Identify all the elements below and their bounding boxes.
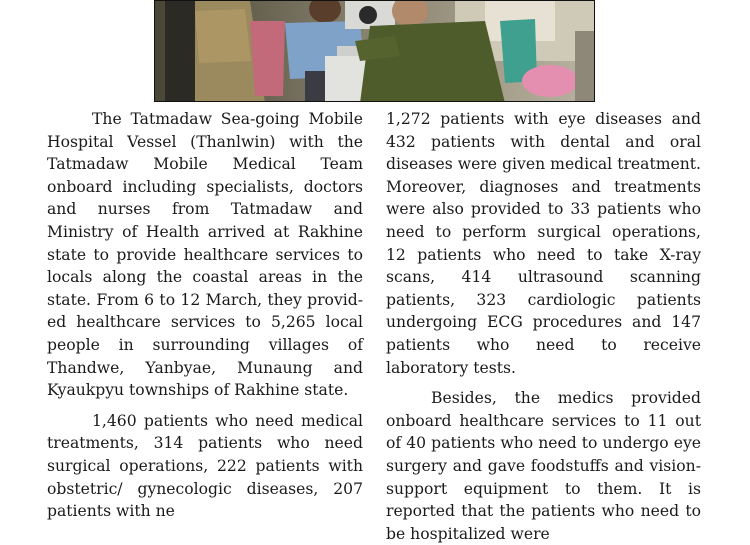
article-paragraph: Besides, the medics provided onboard healthcare services to 11 out of 40 patients who need to undergo eye surgery and gave foodstuffs and vision-support equipment to them. It is reported that the patients who need to be hospitalized were — [386, 389, 701, 543]
article-column-left — [47, 108, 363, 523]
article-paragraph: 1,272 patients with eye diseases and 432 patients with dental and oral diseases were given medical treatment. Moreover, diagnoses and treatments were also provided to 33 patients who need to perform surgical operations, 12 patients who need to take X-ray scans, 414 ultrasound scanning patients, 323 cardiologic patients undergoing ECG procedures and 147 patients who need to receive laboratory tests. — [386, 110, 701, 377]
article-paragraph: The Tatmadaw Sea-going Mobile Hospital Vessel (Thanlwin) with the Tatmadaw Mobile Medical Team onboard including specialists, doctors and nurses from Tatmadaw and Ministry of Health arrived at Rakhine state to provide healthcare services to locals along the coastal areas in the state. From 6 to 12 March, they provided healthcare services to 5,265 local people in surrounding villages of Thandwe, Yanbyae, Munaung and Kyaukpyu townships of Rakhine state. — [47, 110, 363, 400]
news-photo — [154, 0, 595, 102]
photo-illustration — [155, 1, 595, 102]
article-paragraph: 1,460 patients who need medical treatments, 314 patients who need surgical operations, 222 patients with obstetric/ gynecologic diseases, 207 patients with ne — [47, 411, 363, 521]
article-column-right — [386, 108, 701, 545]
